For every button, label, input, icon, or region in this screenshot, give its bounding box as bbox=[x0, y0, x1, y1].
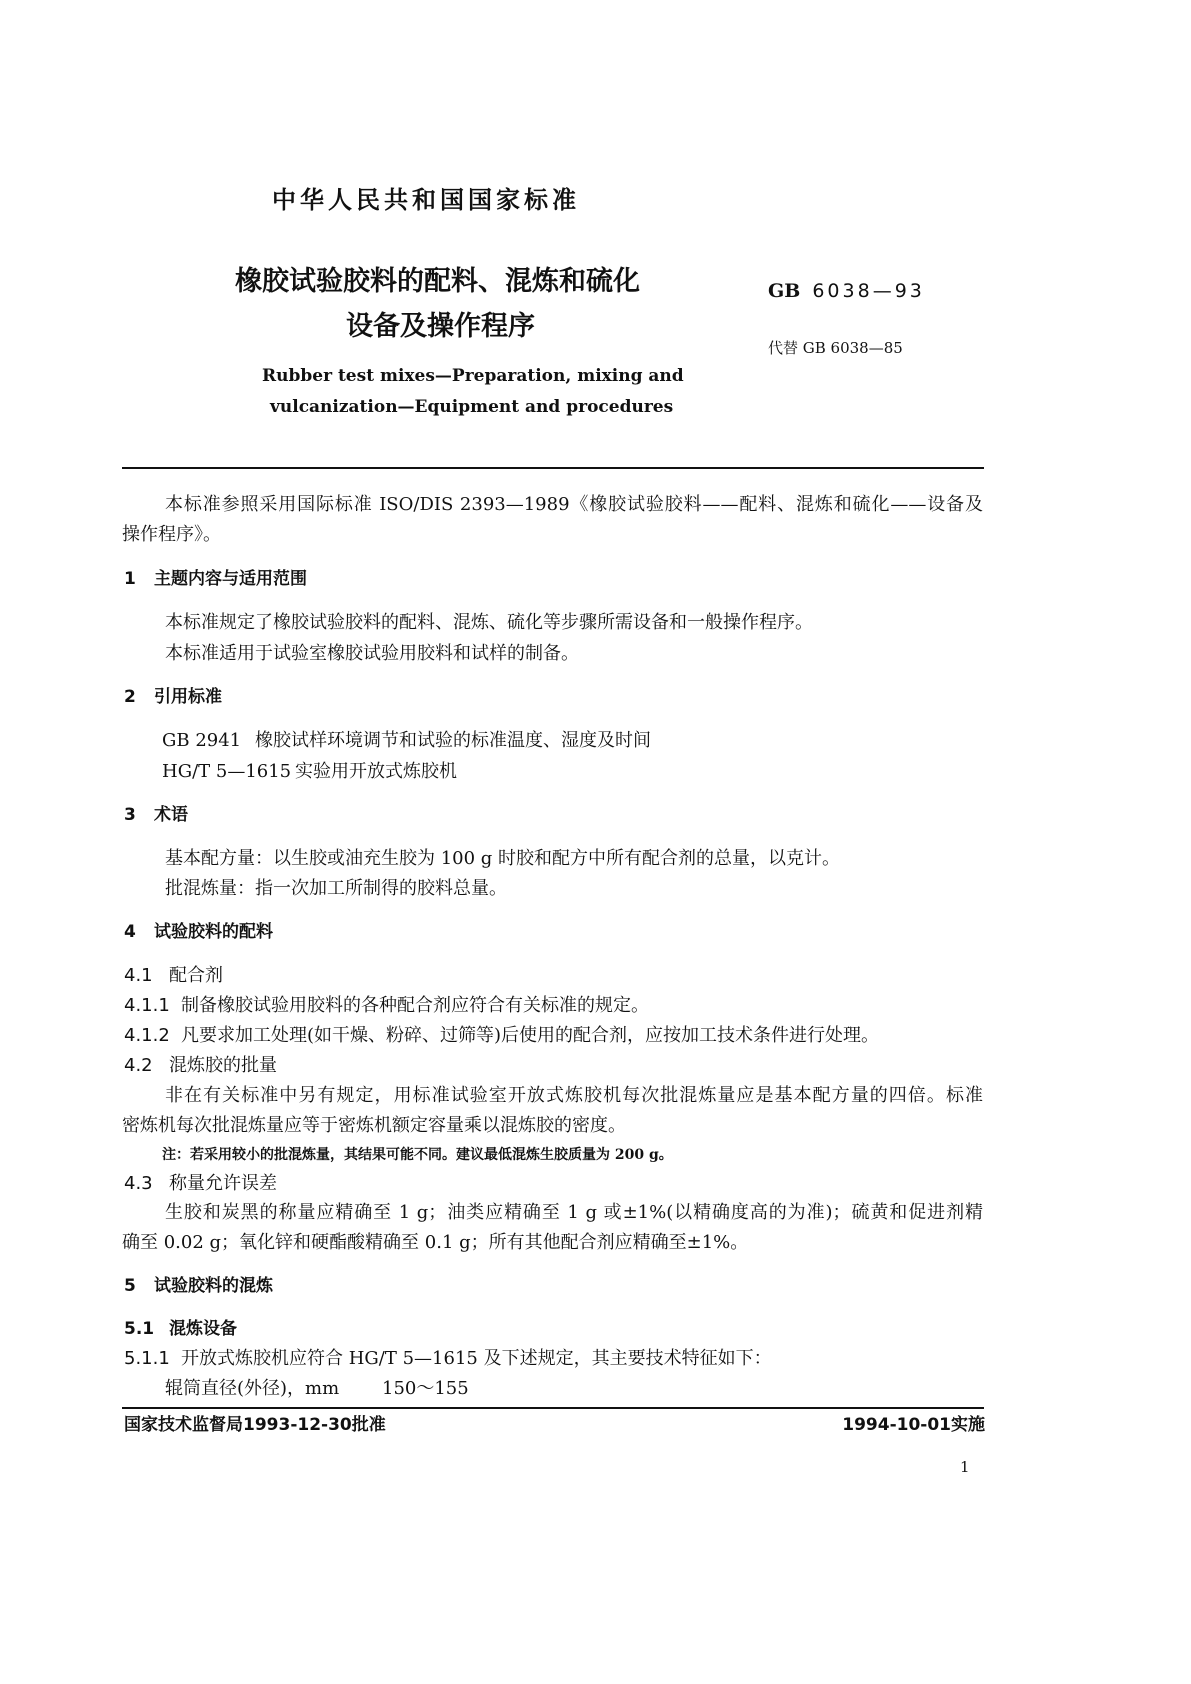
title-en-line2: vulcanization—Equipment and procedures bbox=[270, 397, 674, 417]
section-text: 制备橡胶试验用胶料的各种配合剂应符合有关标准的规定。 bbox=[181, 995, 649, 1016]
section-number: 3 bbox=[124, 805, 136, 825]
spec-label: 辊筒直径(外径)，mm bbox=[165, 1378, 340, 1399]
reference-code: HG/T 5—1615 bbox=[162, 761, 292, 782]
standard-code: 6038—93 bbox=[812, 280, 925, 302]
section-title: 试验胶料的配料 bbox=[154, 922, 273, 942]
standard-prefix: GB bbox=[768, 280, 801, 302]
section-4-1-1 bbox=[124, 997, 649, 1015]
section-4-2-line2: 密炼机每次批混炼量应等于密炼机额定容量乘以混炼胶的密度。 bbox=[122, 1115, 626, 1136]
spec-value: 150～155 bbox=[382, 1378, 469, 1399]
section-number: 4.1 bbox=[124, 965, 153, 986]
standard-number bbox=[768, 282, 925, 301]
section-number: 1 bbox=[124, 569, 136, 589]
section-number: 5 bbox=[124, 1276, 136, 1296]
section-4-3-heading bbox=[124, 1175, 277, 1193]
section-number: 2 bbox=[124, 687, 136, 707]
header-divider bbox=[122, 467, 984, 469]
section-title: 主题内容与适用范围 bbox=[154, 569, 307, 589]
reference-item bbox=[162, 732, 651, 750]
section-number: 4.3 bbox=[124, 1173, 153, 1194]
section-4-3-line2: 确至 0.02 g；氧化锌和硬酯酸精确至 0.1 g；所有其他配合剂应精确至±1%。 bbox=[122, 1232, 749, 1253]
section-number: 4 bbox=[124, 922, 136, 942]
intro-line2: 操作程序》。 bbox=[122, 524, 221, 545]
section-4-2-heading bbox=[124, 1057, 277, 1075]
replaces-standard: 代替 GB 6038—85 bbox=[768, 339, 903, 357]
intro-line1: 本标准参照采用国际标准 ISO/DIS 2393—1989《橡胶试验胶料——配料、混炼和硫化——设备及 bbox=[165, 494, 983, 515]
section-3-heading bbox=[124, 807, 188, 824]
section-1-para2: 本标准适用于试验室橡胶试验用胶料和试样的制备。 bbox=[165, 643, 579, 664]
reference-code: GB 2941 bbox=[162, 730, 242, 751]
section-title: 混炼设备 bbox=[169, 1319, 237, 1339]
footer-divider bbox=[122, 1407, 984, 1409]
section-4-3-line1: 生胶和炭黑的称量应精确至 1 g；油类应精确至 1 g 或±1%(以精确度高的为准)；硫黄和促进剂精 bbox=[165, 1202, 983, 1223]
section-title: 混炼胶的批量 bbox=[169, 1055, 277, 1076]
title-cn-line2: 设备及操作程序 bbox=[346, 311, 535, 342]
section-5-1-1 bbox=[124, 1350, 772, 1368]
reference-title: 橡胶试样环境调节和试验的标准温度、湿度及时间 bbox=[255, 730, 651, 751]
section-3-para1: 基本配方量：以生胶或油充生胶为 100 g 时胶和配方中所有配合剂的总量，以克计。 bbox=[165, 848, 841, 869]
spec-row bbox=[165, 1380, 469, 1398]
effective-date: 1994-10-01实施 bbox=[842, 1415, 985, 1435]
section-4-2-note: 注：若采用较小的批混炼量，其结果可能不同。建议最低混炼生胶质量为 200 g。 bbox=[162, 1147, 673, 1163]
section-title: 称量允许误差 bbox=[169, 1173, 277, 1194]
section-number: 4.1.1 bbox=[124, 995, 170, 1016]
section-4-1-2 bbox=[124, 1027, 879, 1045]
section-text: 凡要求加工处理(如干燥、粉碎、过筛等)后使用的配合剂，应按加工技术条件进行处理。 bbox=[181, 1025, 880, 1046]
section-title: 配合剂 bbox=[169, 965, 223, 986]
title-cn-line1: 橡胶试验胶料的配料、混炼和硫化 bbox=[235, 266, 640, 297]
section-5-heading bbox=[124, 1278, 273, 1295]
section-title: 引用标准 bbox=[154, 687, 222, 707]
section-title: 试验胶料的混炼 bbox=[154, 1276, 273, 1296]
section-number: 4.2 bbox=[124, 1055, 153, 1076]
title-en-line1: Rubber test mixes—Preparation, mixing and bbox=[262, 366, 684, 386]
section-1-heading bbox=[124, 571, 307, 588]
section-number: 5.1 bbox=[124, 1319, 155, 1339]
reference-title: 实验用开放式炼胶机 bbox=[295, 761, 457, 782]
section-1-para1: 本标准规定了橡胶试验胶料的配料、混炼、硫化等步骤所需设备和一般操作程序。 bbox=[165, 612, 813, 633]
reference-item bbox=[162, 763, 457, 781]
section-4-heading bbox=[124, 924, 273, 941]
section-text: 开放式炼胶机应符合 HG/T 5—1615 及下述规定，其主要技术特征如下： bbox=[181, 1348, 772, 1369]
section-number: 4.1.2 bbox=[124, 1025, 170, 1046]
page-number: 1 bbox=[960, 1458, 970, 1476]
section-title: 术语 bbox=[154, 805, 188, 825]
approval-date: 国家技术监督局1993-12-30批准 bbox=[124, 1415, 386, 1435]
national-standard-heading: 中华人民共和国国家标准 bbox=[272, 186, 580, 214]
section-2-heading bbox=[124, 689, 222, 706]
section-4-1-heading bbox=[124, 967, 223, 985]
section-number: 5.1.1 bbox=[124, 1348, 170, 1369]
section-4-2-line1: 非在有关标准中另有规定，用标准试验室开放式炼胶机每次批混炼量应是基本配方量的四倍。标准 bbox=[165, 1085, 983, 1106]
section-5-1-heading bbox=[124, 1321, 237, 1338]
section-3-para2: 批混炼量：指一次加工所制得的胶料总量。 bbox=[165, 878, 507, 899]
